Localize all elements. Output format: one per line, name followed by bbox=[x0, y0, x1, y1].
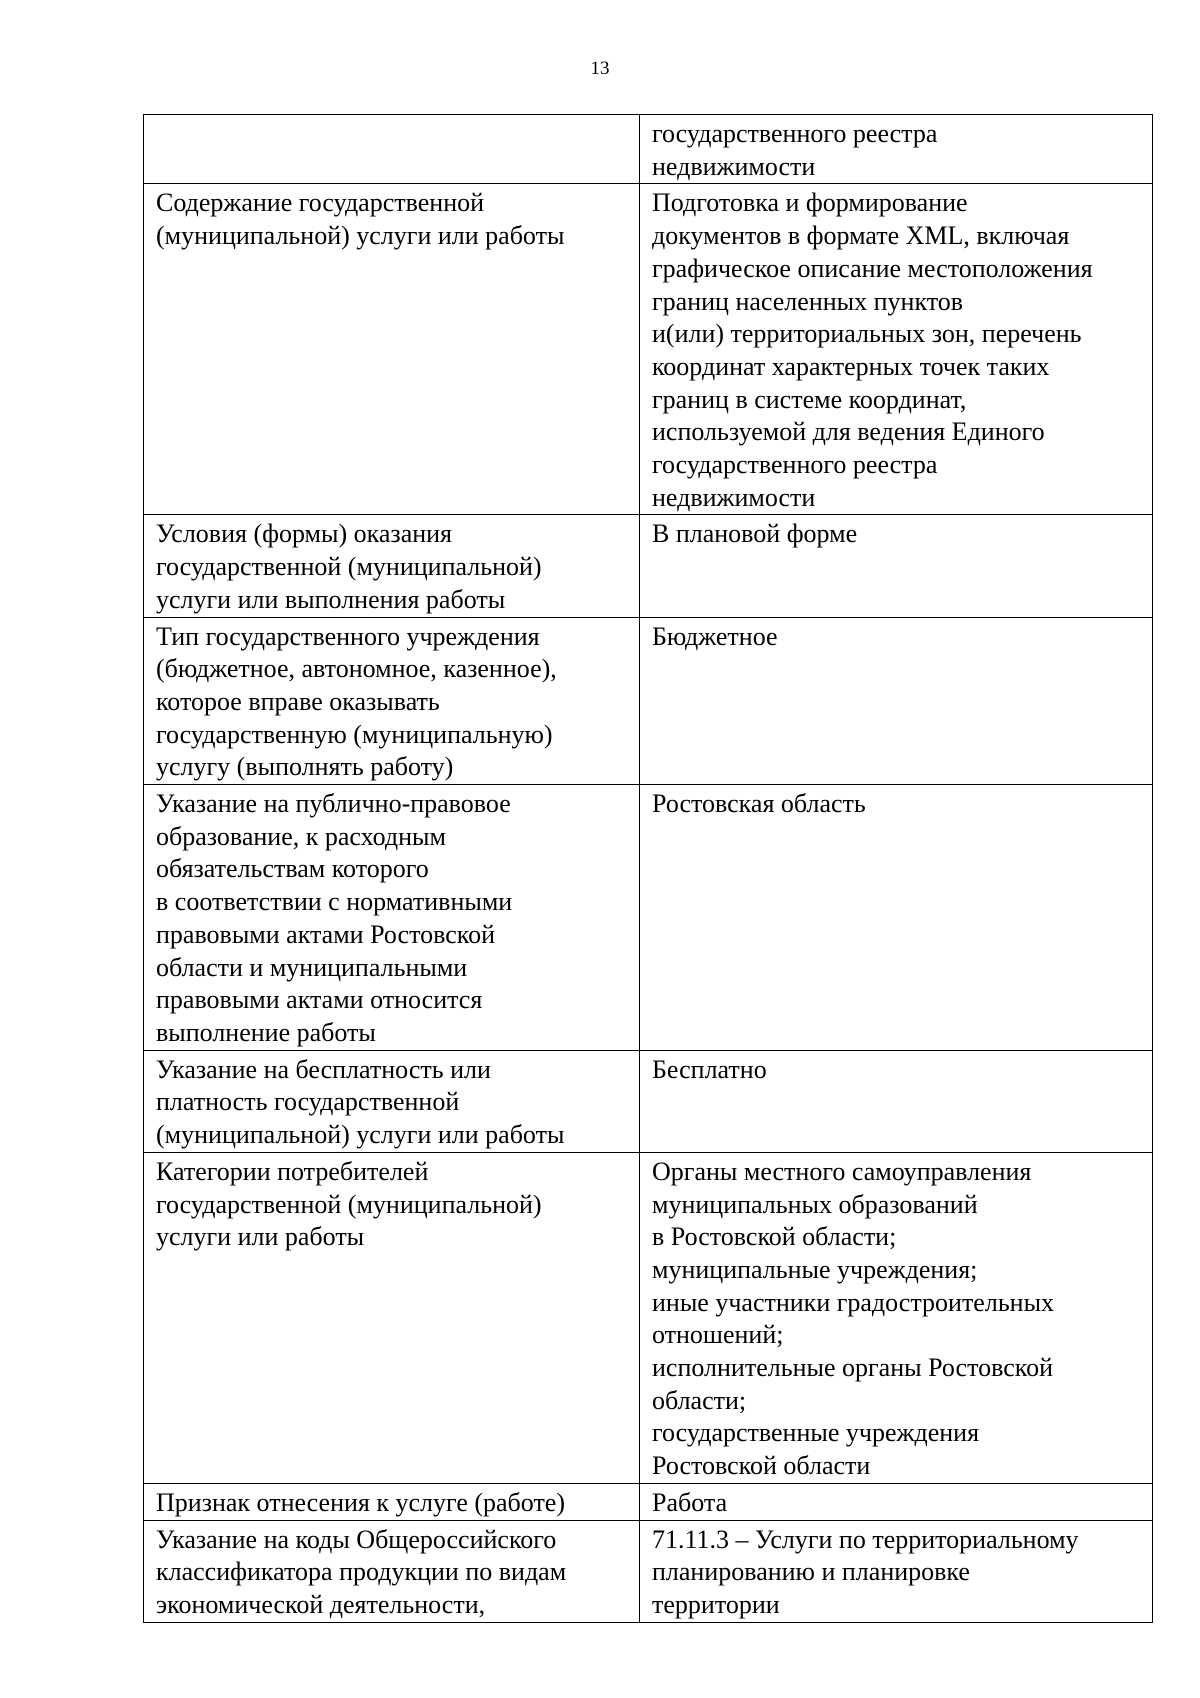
row-label-cell: Признак отнесения к услуге (работе) bbox=[144, 1483, 640, 1520]
table-row bbox=[144, 1483, 1153, 1520]
table-row bbox=[144, 515, 1153, 617]
service-info-table bbox=[143, 114, 1153, 1623]
table-row bbox=[144, 617, 1153, 785]
row-value-cell: Работа bbox=[640, 1483, 1153, 1520]
row-value-cell: 71.11.3 – Услуги по территориальному планированию и планировке территории bbox=[640, 1520, 1153, 1622]
row-value-cell: Подготовка и формирование документов в формате XML, включая графическое описание местоположения границ населенных пунктов и(или) территориальных зон, перечень координат характерных точек таких границ в системе координат, используемой для ведения Единого государственного реестра недвижимости bbox=[640, 184, 1153, 515]
table-row bbox=[144, 1152, 1153, 1483]
row-label-cell: Категории потребителей государственной (муниципальной) услуги или работы bbox=[144, 1152, 640, 1483]
row-label-cell: Тип государственного учреждения (бюджетное, автономное, казенное), которое вправе оказывать государственную (муниципальную) услугу (выполнять работу) bbox=[144, 617, 640, 785]
row-value-cell: Бесплатно bbox=[640, 1050, 1153, 1152]
row-label-cell: Указание на коды Общероссийского классификатора продукции по видам экономической деятельности, bbox=[144, 1520, 640, 1622]
row-label-cell: Указание на бесплатность или платность государственной (муниципальной) услуги или работы bbox=[144, 1050, 640, 1152]
row-value-cell: государственного реестра недвижимости bbox=[640, 115, 1153, 184]
row-label-cell: Указание на публично-правовое образование, к расходным обязательствам которого в соответствии с нормативными правовыми актами Ростовской области и муниципальными правовыми актами относится выполнение работы bbox=[144, 785, 640, 1051]
row-value-cell: Ростовская область bbox=[640, 785, 1153, 1051]
table-row bbox=[144, 115, 1153, 184]
row-value-cell: Органы местного самоуправления муниципальных образований в Ростовской области; муниципальные учреждения; иные участники градостроительных отношений; исполнительные органы Ростовской области; государственные учреждения Ростовской области bbox=[640, 1152, 1153, 1483]
row-value-cell: В плановой форме bbox=[640, 515, 1153, 617]
row-value-cell: Бюджетное bbox=[640, 617, 1153, 785]
table-row bbox=[144, 184, 1153, 515]
table-row bbox=[144, 785, 1153, 1051]
row-label-cell: Содержание государственной (муниципальной) услуги или работы bbox=[144, 184, 640, 515]
page-number: 13 bbox=[590, 58, 610, 79]
table-row bbox=[144, 1520, 1153, 1622]
row-label-cell: Условия (формы) оказания государственной (муниципальной) услуги или выполнения работы bbox=[144, 515, 640, 617]
row-label-cell bbox=[144, 115, 640, 184]
table-row bbox=[144, 1050, 1153, 1152]
